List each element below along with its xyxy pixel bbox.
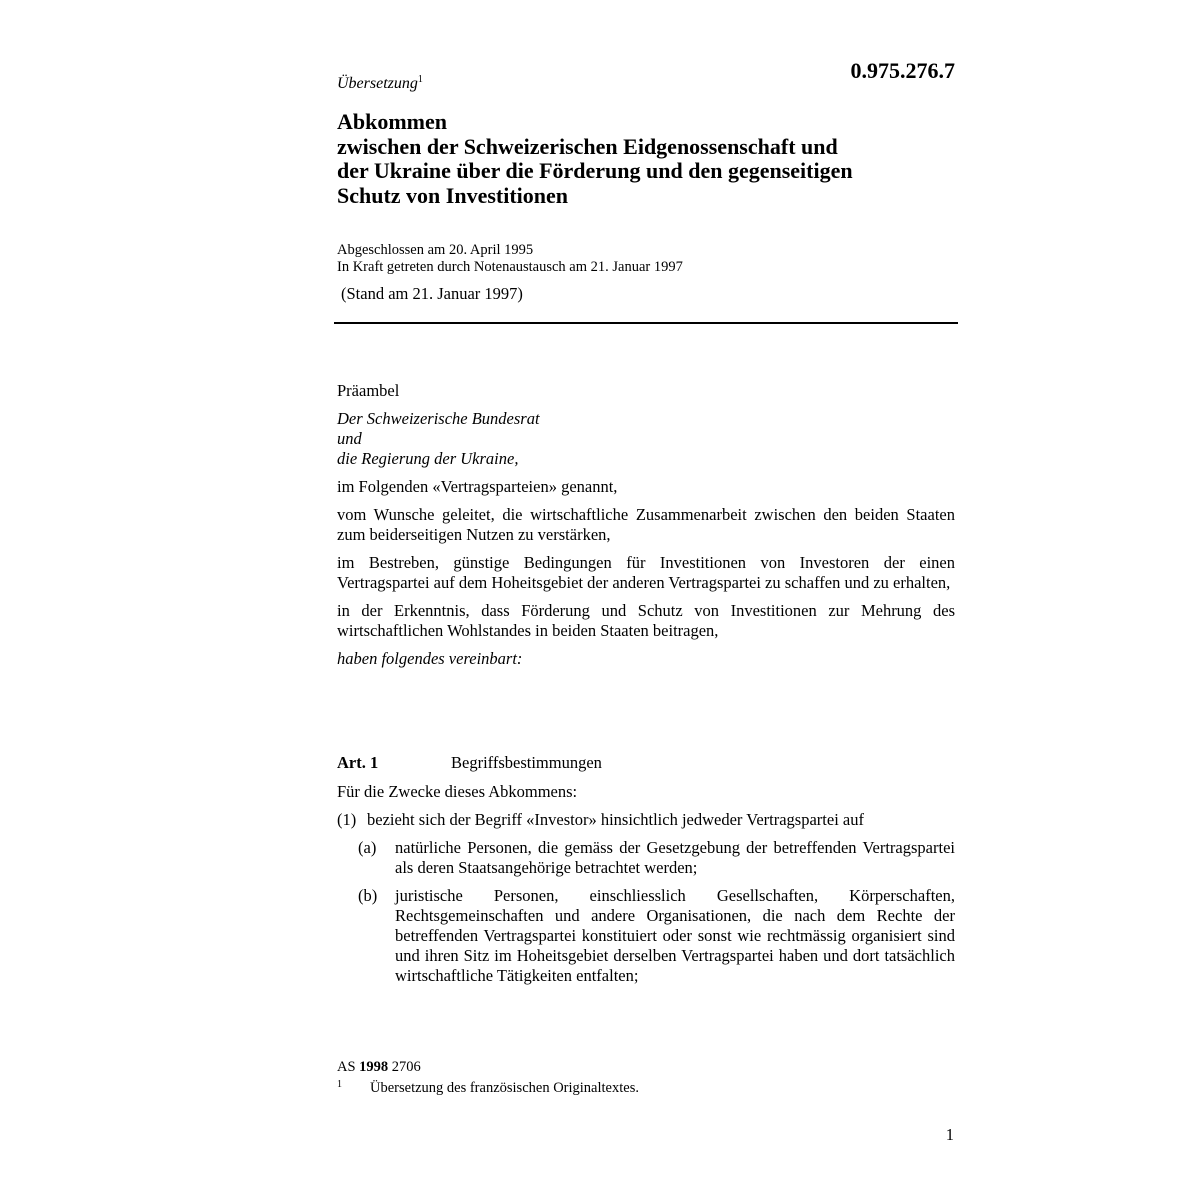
header-divider	[334, 322, 958, 324]
party-line: Der Schweizerische Bundesrat	[337, 409, 540, 428]
paragraph-label: (1)	[337, 810, 357, 829]
article-paragraph	[337, 810, 955, 830]
status-date: (Stand am 21. Januar 1997)	[341, 284, 523, 303]
as-year: 1998	[359, 1059, 389, 1075]
article-body	[337, 782, 955, 994]
footnote-ref: 1	[417, 74, 423, 85]
as-prefix: AS	[337, 1059, 356, 1075]
document-number: 0.975.276.7	[850, 58, 955, 83]
item-label: (b)	[358, 886, 378, 905]
party-line: und	[337, 429, 362, 448]
preamble-recital: in der Erkenntnis, dass Förderung und Schutz von Investitionen zur Mehrung des wirtschaftlichen Wohlstandes in beiden Staaten beitragen,	[337, 601, 955, 640]
item-label: (a)	[358, 838, 377, 857]
concluded-date: Abgeschlossen am 20. April 1995	[337, 242, 534, 258]
preamble-closing: haben folgendes vereinbart:	[337, 649, 523, 668]
party-line: die Regierung der Ukraine,	[337, 449, 519, 468]
article-item	[337, 838, 955, 878]
article-item	[337, 886, 955, 986]
item-text: juristische Personen, einschliesslich Gesellschaften, Körperschaften, Rechtsgemeinschaften und andere Organisationen, die nach dem Rechte der betreffenden Vertragspartei konstituiert oder sonst wie rechtmässig organisiert sind und ihren Sitz im Hoheitsgebiet derselben Vertragspartei haben und dort tatsächlich wirtschaftliche Tätigkeiten entfalten;	[395, 886, 955, 985]
footnote-mark: 1	[337, 1079, 342, 1090]
document-title	[337, 110, 955, 208]
paragraph-text: bezieht sich der Begriff «Investor» hinsichtlich jedweder Vertragspartei auf	[367, 810, 864, 829]
translation-label	[337, 74, 955, 93]
document-meta	[337, 242, 955, 275]
in-force-date: In Kraft getreten durch Notenaustausch am 21. Januar 1997	[337, 258, 683, 275]
title-line: Schutz von Investitionen	[337, 182, 569, 208]
article-intro: Für die Zwecke dieses Abkommens:	[337, 782, 578, 801]
article-number: Art. 1	[337, 753, 379, 772]
title-line: der Ukraine über die Förderung und den gegenseitigen	[337, 158, 853, 183]
title-line: Abkommen	[337, 109, 448, 134]
footnote-text: Übersetzung des französischen Originaltextes.	[370, 1080, 639, 1096]
preamble	[337, 381, 955, 677]
official-collection-ref	[337, 1059, 955, 1076]
page-number: 1	[945, 1125, 954, 1144]
as-page: 2706	[391, 1059, 421, 1075]
item-text: natürliche Personen, die gemäss der Gesetzgebung der betreffenden Vertragspartei als deren Staatsangehörige betrachtet werden;	[395, 838, 955, 877]
title-line: zwischen der Schweizerischen Eidgenossenschaft und	[337, 133, 838, 159]
footnote	[337, 1079, 955, 1097]
translation-label-text: Übersetzung	[337, 75, 418, 92]
preamble-heading: Präambel	[337, 381, 400, 400]
preamble-named: im Folgenden «Vertragsparteien» genannt,	[337, 477, 618, 496]
preamble-recital: vom Wunsche geleitet, die wirtschaftliche Zusammenarbeit zwischen den beiden Staaten zum beiderseitigen Nutzen zu verstärken,	[337, 505, 955, 544]
article-heading	[337, 753, 955, 773]
preamble-recital: im Bestreben, günstige Bedingungen für Investitionen von Investoren der einen Vertragspartei auf dem Hoheitsgebiet der anderen Vertragspartei zu schaffen und zu erhalten,	[337, 553, 955, 592]
preamble-parties	[337, 409, 955, 469]
article-title: Begriffsbestimmungen	[451, 753, 602, 772]
